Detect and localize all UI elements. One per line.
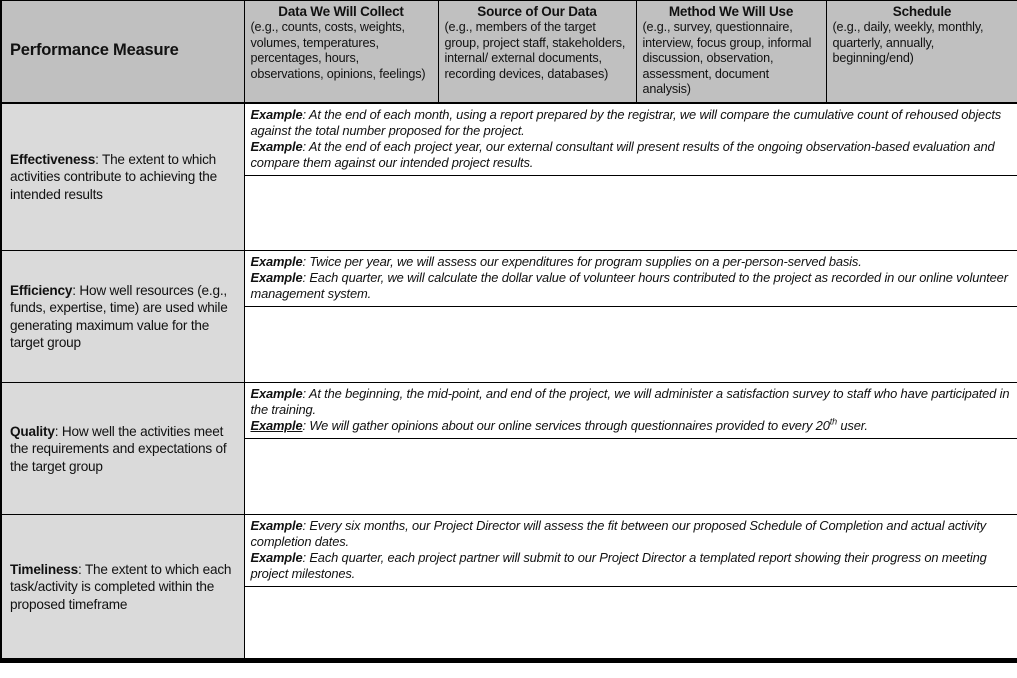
measure-term: Timeliness (10, 561, 79, 577)
measure-definition: : How well the activities meet the requirements and expectations of the target group (10, 423, 227, 474)
measure-definition: : How well resources (e.g., funds, expertise, time) are used while generating maximum value for the target group (10, 282, 228, 351)
column-title: Schedule (892, 4, 952, 19)
example-text (251, 418, 1012, 434)
examples-box (245, 515, 1017, 587)
example-label: Example (250, 106, 303, 122)
measure-definition: : The extent to which activities contribute to achieving the intended results (10, 151, 217, 202)
column-description: (e.g., daily, weekly, monthly, quarterly, annually, beginning/end) (832, 20, 984, 66)
column-header-data-we-will-collect (244, 1, 438, 103)
column-header-method-we-will-use (636, 1, 826, 103)
column-description: (e.g., counts, costs, weights, volumes, temperatures, percentages, hours, observations, opinions, feelings) (250, 20, 426, 81)
example-segment: : At the beginning, the mid-point, and end of the project, we will administer a satisfaction survey to staff who have participated in the training. (250, 386, 1010, 418)
measure-content-cell (244, 103, 1017, 251)
examples-box (245, 383, 1017, 439)
superscript-text: th (829, 416, 837, 427)
examples-box (245, 251, 1017, 307)
example-label: Example (250, 270, 303, 286)
measure-label-cell (1, 103, 244, 251)
column-title: Method We Will Use (668, 4, 794, 19)
example-segment: : Twice per year, we will assess our expenditures for program supplies on a per-person-served basis. (302, 254, 862, 270)
example-label: Example (250, 138, 303, 154)
measure-label-cell (1, 383, 244, 515)
example-text (251, 550, 1012, 582)
table-row (1, 515, 1017, 661)
header-row (1, 1, 1017, 103)
examples-box (245, 104, 1017, 176)
column-title: Source of Our Data (477, 4, 597, 19)
column-description: (e.g., survey, questionnaire, interview, focus group, informal discussion, observation, assessment, document analysis) (642, 20, 812, 97)
example-text (251, 386, 1012, 418)
example-text (251, 107, 1012, 139)
example-segment: : At the end of each project year, our external consultant will present results of the ongoing observation-based evaluation and compare them against our intended project results. (250, 138, 995, 170)
measure-definition: : The extent to which each task/activity is completed within the proposed timeframe (10, 561, 232, 612)
example-label: Example (250, 254, 303, 270)
example-label: Example (250, 386, 303, 402)
measure-content-cell (244, 251, 1017, 383)
column-header-schedule (826, 1, 1017, 103)
measure-content-cell (244, 515, 1017, 661)
column-title: Data We Will Collect (278, 4, 404, 19)
column-header-source-of-our-data (438, 1, 636, 103)
table-row (1, 383, 1017, 515)
example-label: Example (250, 550, 303, 566)
measure-term: Quality (10, 423, 55, 439)
example-segment: : At the end of each month, using a report prepared by the registrar, we will compare the cumulative count of rehoused objects against the total number proposed for the project. (250, 106, 1002, 138)
measure-label-cell (1, 515, 244, 661)
table-row (1, 251, 1017, 383)
example-segment: : Each quarter, we will calculate the dollar value of volunteer hours contributed to the project as recorded in our online volunteer management system. (250, 270, 1008, 302)
example-label: Example (250, 418, 303, 434)
example-segment: : Every six months, our Project Director will assess the fit between our proposed Schedule of Completion and actual activity completion dates. (250, 518, 987, 550)
measure-label-cell (1, 251, 244, 383)
example-label: Example (250, 518, 303, 534)
measure-content-cell (244, 383, 1017, 515)
measure-term: Effectiveness (10, 151, 96, 167)
performance-measure-header: Performance Measure (1, 1, 244, 103)
measure-term: Efficiency (10, 282, 73, 298)
column-description: (e.g., members of the target group, project staff, stakeholders, internal/ external documents, recording devices, databases) (444, 20, 626, 81)
example-segment: : We will gather opinions about our online services through questionnaires provided to every 20 (302, 418, 830, 434)
example-text (251, 254, 1012, 270)
example-text (251, 270, 1012, 302)
example-segment: : Each quarter, each project partner will submit to our Project Director a templated report showing their progress on meeting project milestones. (250, 550, 987, 582)
example-segment: user. (836, 418, 868, 434)
example-text (251, 518, 1012, 550)
table-row (1, 103, 1017, 251)
example-text (251, 139, 1012, 171)
